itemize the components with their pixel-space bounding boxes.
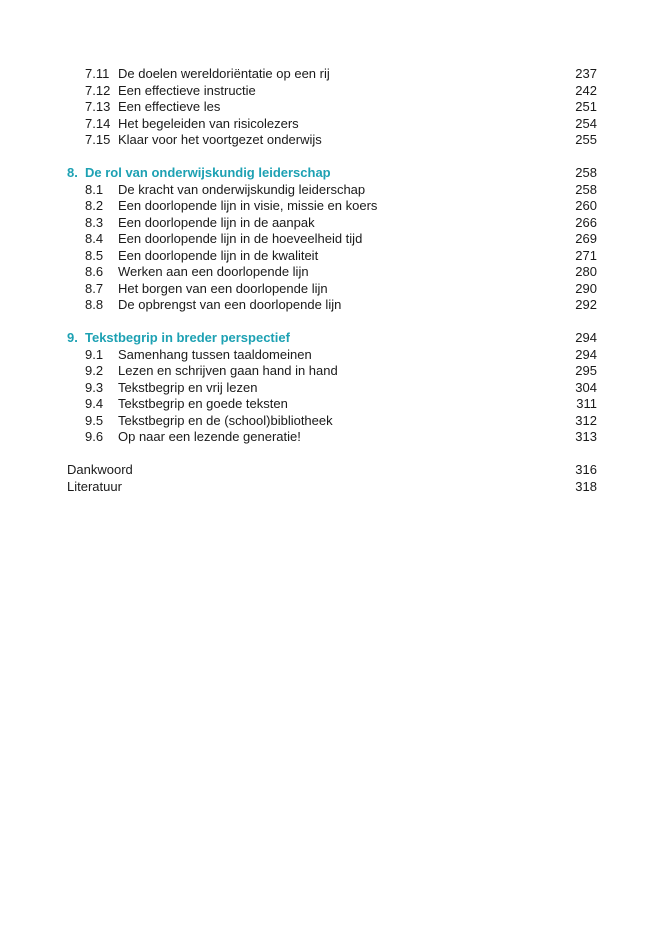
page-number: 269 bbox=[575, 231, 597, 246]
section-number: 9.4 bbox=[85, 396, 104, 411]
section-title: De kracht van onderwijskundig leiderschap bbox=[118, 181, 366, 197]
page-number: 304 bbox=[575, 379, 597, 395]
toc-entry[interactable] bbox=[67, 66, 597, 83]
toc-entry[interactable] bbox=[67, 215, 597, 232]
toc-entry[interactable] bbox=[67, 83, 597, 100]
page-number: 266 bbox=[575, 214, 597, 230]
toc-entry-dankwoord[interactable] bbox=[67, 462, 597, 479]
page-number: 258 bbox=[575, 165, 597, 180]
page-number: 254 bbox=[575, 115, 597, 131]
section-title: Een doorlopende lijn in de kwaliteit bbox=[118, 247, 319, 263]
section-number: 9.2 bbox=[85, 363, 104, 378]
section-title: Tekstbegrip en goede teksten bbox=[118, 396, 288, 411]
toc-entry[interactable] bbox=[67, 198, 597, 215]
table-of-contents bbox=[67, 66, 597, 495]
section-title: Samenhang tussen taaldomeinen bbox=[118, 346, 312, 362]
page-number: 312 bbox=[575, 412, 597, 428]
spacer bbox=[67, 149, 597, 166]
toc-entry[interactable] bbox=[67, 297, 597, 314]
section-number: 8.5 bbox=[85, 247, 104, 263]
page-number: 290 bbox=[575, 280, 597, 296]
page-number: 280 bbox=[575, 264, 597, 279]
page-number: 313 bbox=[575, 429, 597, 444]
toc-entry-literatuur[interactable] bbox=[67, 479, 597, 496]
toc-entry[interactable] bbox=[67, 396, 597, 413]
page-number: 292 bbox=[575, 297, 597, 312]
toc-entry[interactable] bbox=[67, 363, 597, 380]
toc-entry[interactable] bbox=[67, 132, 597, 149]
section-title: Lezen en schrijven gaan hand in hand bbox=[118, 363, 338, 378]
page-number: 255 bbox=[575, 132, 597, 147]
toc-entry[interactable] bbox=[67, 182, 597, 199]
page-number: 295 bbox=[575, 363, 597, 378]
chapter-number: 8. bbox=[67, 165, 78, 180]
toc-entry[interactable] bbox=[67, 281, 597, 298]
entry-title: Dankwoord bbox=[67, 462, 133, 477]
section-title: Een doorlopende lijn in visie, missie en koers bbox=[118, 198, 378, 213]
section-number: 8.1 bbox=[85, 181, 104, 197]
section-title: Werken aan een doorlopende lijn bbox=[118, 264, 309, 279]
section-title: Op naar een lezende generatie! bbox=[118, 429, 301, 444]
section-number: 7.14 bbox=[85, 115, 111, 131]
page-number: 271 bbox=[575, 247, 597, 263]
chapter-number: 9. bbox=[67, 330, 78, 345]
page-number: 294 bbox=[575, 346, 597, 362]
section-number: 8.2 bbox=[85, 198, 104, 213]
section-title: Tekstbegrip en vrij lezen bbox=[118, 379, 258, 395]
section-title: Het begeleiden van risicolezers bbox=[118, 115, 299, 131]
section-number: 9.6 bbox=[85, 429, 104, 444]
page-number: 242 bbox=[575, 82, 597, 98]
section-number: 8.7 bbox=[85, 280, 104, 296]
chapter-title: Tekstbegrip in breder perspectief bbox=[85, 330, 290, 345]
entry-title: Literatuur bbox=[67, 478, 122, 494]
section-number: 7.12 bbox=[85, 82, 111, 98]
section-title: Een effectieve les bbox=[118, 99, 221, 114]
section-title: Tekstbegrip en de (school)bibliotheek bbox=[118, 412, 333, 428]
section-title: Een doorlopende lijn in de aanpak bbox=[118, 214, 315, 230]
toc-entry[interactable] bbox=[67, 380, 597, 397]
page-number: 251 bbox=[575, 99, 597, 114]
section-title: Een doorlopende lijn in de hoeveelheid tijd bbox=[118, 231, 363, 246]
section-title: De opbrengst van een doorlopende lijn bbox=[118, 297, 342, 312]
page-number: 318 bbox=[575, 478, 597, 494]
toc-entry[interactable] bbox=[67, 116, 597, 133]
section-number: 9.3 bbox=[85, 379, 104, 395]
page-number: 260 bbox=[575, 198, 597, 213]
toc-entry[interactable] bbox=[67, 248, 597, 265]
section-number: 8.3 bbox=[85, 214, 104, 230]
section-number: 9.1 bbox=[85, 346, 104, 362]
page-number: 237 bbox=[575, 66, 597, 81]
toc-entry[interactable] bbox=[67, 347, 597, 364]
section-number: 8.6 bbox=[85, 264, 104, 279]
section-number: 8.8 bbox=[85, 297, 104, 312]
page-number: 294 bbox=[575, 330, 597, 345]
toc-entry[interactable] bbox=[67, 429, 597, 446]
section-title: Het borgen van een doorlopende lijn bbox=[118, 280, 328, 296]
page-number: 311 bbox=[576, 396, 597, 411]
section-number: 7.15 bbox=[85, 132, 111, 147]
section-number: 8.4 bbox=[85, 231, 104, 246]
section-title: Klaar voor het voortgezet onderwijs bbox=[118, 132, 322, 147]
section-number: 7.13 bbox=[85, 99, 111, 114]
spacer bbox=[67, 314, 597, 331]
section-title: De doelen wereldoriëntatie op een rij bbox=[118, 66, 330, 81]
toc-chapter-8[interactable] bbox=[67, 165, 597, 182]
section-number: 9.5 bbox=[85, 412, 104, 428]
chapter-title: De rol van onderwijskundig leiderschap bbox=[85, 165, 331, 180]
spacer bbox=[67, 446, 597, 463]
toc-entry[interactable] bbox=[67, 264, 597, 281]
toc-entry[interactable] bbox=[67, 231, 597, 248]
toc-entry[interactable] bbox=[67, 413, 597, 430]
page-number: 316 bbox=[575, 462, 597, 477]
section-title: Een effectieve instructie bbox=[118, 82, 256, 98]
toc-entry[interactable] bbox=[67, 99, 597, 116]
section-number: 7.11 bbox=[85, 66, 110, 81]
toc-chapter-9[interactable] bbox=[67, 330, 597, 347]
page-number: 258 bbox=[575, 181, 597, 197]
